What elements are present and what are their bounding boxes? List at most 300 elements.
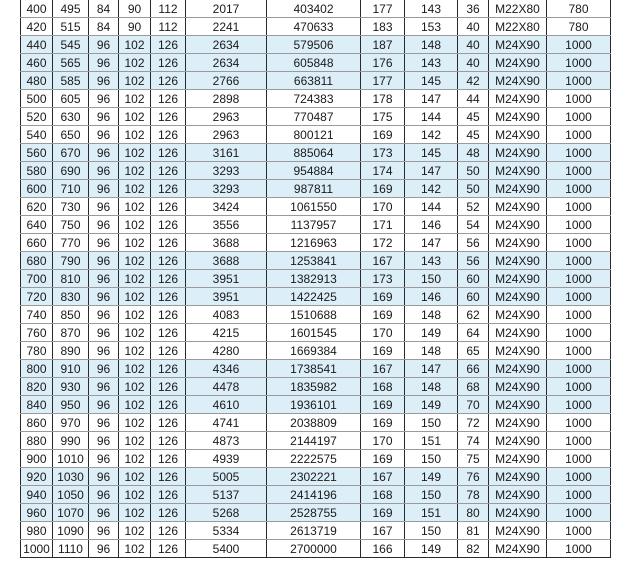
table-cell: 1000 [547,180,611,198]
table-cell: 169 [361,342,405,360]
table-cell: 149 [405,540,458,558]
table-cell: M24X90 [489,90,547,108]
table-cell: 2038809 [267,414,361,432]
table-cell: 169 [361,504,405,522]
table-cell: 1000 [547,522,611,540]
table-cell: 1000 [547,342,611,360]
table-cell: 167 [361,522,405,540]
table-cell: 96 [89,216,119,234]
table-cell: 96 [89,288,119,306]
table-cell: 724383 [267,90,361,108]
table-cell: 84 [89,0,119,18]
table-cell: 930 [53,378,89,396]
table-cell: 96 [89,144,119,162]
table-cell: 1000 [547,198,611,216]
table-cell: 4610 [186,396,267,414]
table-cell: 954884 [267,162,361,180]
table-cell: 56 [458,234,489,252]
table-cell: 1030 [53,468,89,486]
table-cell: M24X90 [489,54,547,72]
table-cell: 2414196 [267,486,361,504]
table-cell: 40 [458,18,489,36]
table-cell: M24X90 [489,324,547,342]
table-cell: 142 [405,126,458,144]
table-cell: M24X90 [489,342,547,360]
table-cell: 126 [151,270,186,288]
table-row [21,450,611,468]
table-cell: 178 [361,90,405,108]
table-cell: 176 [361,54,405,72]
table-cell: M24X90 [489,306,547,324]
table-row [21,504,611,522]
table-cell: 96 [89,72,119,90]
table-cell: 52 [458,198,489,216]
table-cell: 169 [361,414,405,432]
table-cell: 2302221 [267,468,361,486]
table-cell: 900 [21,450,53,468]
table-cell: 1936101 [267,396,361,414]
table-cell: 1000 [547,504,611,522]
table-cell: 3293 [186,180,267,198]
table-cell: 169 [361,306,405,324]
table-cell: 102 [119,396,151,414]
table-cell: 170 [361,198,405,216]
table-cell: 820 [21,378,53,396]
table-cell: 910 [53,360,89,378]
table-cell: 2017 [186,0,267,18]
table-cell: 730 [53,198,89,216]
table-cell: 126 [151,360,186,378]
table-row [21,144,611,162]
table-cell: 126 [151,432,186,450]
table-cell: 170 [361,432,405,450]
table-cell: 720 [21,288,53,306]
table-cell: 810 [53,270,89,288]
table-cell: 1000 [547,432,611,450]
table-cell: 126 [151,234,186,252]
table-cell: 102 [119,216,151,234]
table-cell: 102 [119,306,151,324]
table-cell: 64 [458,324,489,342]
table-cell: 102 [119,450,151,468]
table-cell: 148 [405,342,458,360]
table-cell: 990 [53,432,89,450]
table-cell: 44 [458,90,489,108]
table-cell: M24X90 [489,162,547,180]
table-cell: 1000 [547,486,611,504]
table-cell: 987811 [267,180,361,198]
table-cell: 96 [89,378,119,396]
table-cell: 800121 [267,126,361,144]
table-cell: 147 [405,162,458,180]
table-cell: 670 [53,144,89,162]
table-cell: 4280 [186,342,267,360]
table-cell: 96 [89,396,119,414]
table-cell: M24X90 [489,522,547,540]
table-cell: 1000 [547,108,611,126]
table-cell: 1000 [547,126,611,144]
table-cell: M24X90 [489,72,547,90]
table-cell: 40 [458,36,489,54]
table-cell: 102 [119,540,151,558]
table-cell: 1000 [547,252,611,270]
table-cell: 5268 [186,504,267,522]
table-cell: 84 [89,18,119,36]
table-cell: 147 [405,234,458,252]
table-row [21,342,611,360]
table-cell: 4215 [186,324,267,342]
table-cell: 1000 [547,72,611,90]
table-cell: 96 [89,162,119,180]
table-cell: 126 [151,342,186,360]
table-cell: 102 [119,144,151,162]
table-cell: 830 [53,288,89,306]
table-cell: 950 [53,396,89,414]
table-cell: 153 [405,18,458,36]
table-cell: 96 [89,252,119,270]
table-cell: 1000 [547,396,611,414]
table-cell: 50 [458,180,489,198]
table-cell: 96 [89,360,119,378]
table-cell: 1000 [547,270,611,288]
table-cell: 45 [458,126,489,144]
table-cell: 112 [151,18,186,36]
table-cell: 126 [151,324,186,342]
table-cell: 790 [53,252,89,270]
table-cell: 50 [458,162,489,180]
table-cell: 96 [89,342,119,360]
table-cell: 96 [89,324,119,342]
table-cell: 1061550 [267,198,361,216]
table-cell: 183 [361,18,405,36]
table-row [21,162,611,180]
table-cell: 2963 [186,126,267,144]
table-cell: 860 [21,414,53,432]
table-cell: M24X90 [489,144,547,162]
table-cell: 660 [21,234,53,252]
table-cell: 168 [361,378,405,396]
table-cell: 1253841 [267,252,361,270]
table-row [21,522,611,540]
table-cell: 96 [89,450,119,468]
table-cell: 102 [119,522,151,540]
table-cell: 174 [361,162,405,180]
table-cell: 126 [151,540,186,558]
table-cell: 146 [405,288,458,306]
table-cell: M24X90 [489,108,547,126]
table-cell: 1216963 [267,234,361,252]
table-cell: 147 [405,90,458,108]
table-cell: 144 [405,198,458,216]
table-cell: 96 [89,54,119,72]
table-cell: 1835982 [267,378,361,396]
table-row [21,540,611,558]
table-cell: 126 [151,162,186,180]
table-cell: 1000 [547,450,611,468]
table-cell: 112 [151,0,186,18]
table-cell: 177 [361,72,405,90]
table-cell: 40 [458,54,489,72]
table-cell: 1000 [547,468,611,486]
table-row [21,0,611,18]
table-cell: 890 [53,342,89,360]
table-cell: 169 [361,180,405,198]
table-cell: 170 [361,324,405,342]
table-cell: 150 [405,450,458,468]
table-cell: 143 [405,0,458,18]
table-cell: 5334 [186,522,267,540]
table-cell: 75 [458,450,489,468]
table-cell: 4873 [186,432,267,450]
table-cell: 126 [151,306,186,324]
table-cell: M24X90 [489,378,547,396]
table-cell: 663811 [267,72,361,90]
table-cell: 169 [361,396,405,414]
table-cell: 2634 [186,36,267,54]
table-cell: 1000 [547,306,611,324]
table-cell: 102 [119,504,151,522]
table-cell: 920 [21,468,53,486]
table-cell: 126 [151,72,186,90]
table-cell: 3951 [186,270,267,288]
table-cell: 148 [405,306,458,324]
table-cell: 126 [151,198,186,216]
table-cell: 102 [119,36,151,54]
table-row [21,432,611,450]
table-cell: 66 [458,360,489,378]
table-cell: 2963 [186,108,267,126]
table-cell: 102 [119,198,151,216]
table-cell: 187 [361,36,405,54]
table-cell: 620 [21,198,53,216]
table-cell: 3951 [186,288,267,306]
table-cell: 96 [89,234,119,252]
table-cell: M24X90 [489,36,547,54]
table-cell: 605848 [267,54,361,72]
table-cell: 500 [21,90,53,108]
table-cell: 3293 [186,162,267,180]
table-cell: 126 [151,54,186,72]
table-cell: 48 [458,144,489,162]
table-row [21,378,611,396]
table-cell: 96 [89,468,119,486]
table-cell: 515 [53,18,89,36]
table-cell: M24X90 [489,234,547,252]
table-cell: 850 [53,306,89,324]
table-cell: 1070 [53,504,89,522]
table-cell: 1000 [547,378,611,396]
table-cell: 5005 [186,468,267,486]
table-cell: 1000 [547,414,611,432]
table-cell: 1000 [547,234,611,252]
table-cell: M24X90 [489,504,547,522]
spec-table [20,0,611,558]
table-cell: 580 [21,162,53,180]
table-cell: 2528755 [267,504,361,522]
table-cell: M22X80 [489,18,547,36]
table-cell: 102 [119,360,151,378]
table-cell: 147 [405,360,458,378]
table-cell: 144 [405,108,458,126]
table-cell: 126 [151,522,186,540]
table-cell: 96 [89,126,119,144]
table-cell: 750 [53,216,89,234]
table-row [21,126,611,144]
table-cell: 5400 [186,540,267,558]
table-cell: 3161 [186,144,267,162]
table-cell: 870 [53,324,89,342]
table-cell: 60 [458,288,489,306]
table-cell: 142 [405,180,458,198]
table-cell: M22X80 [489,0,547,18]
table-cell: 2634 [186,54,267,72]
table-cell: 96 [89,522,119,540]
table-cell: 740 [21,306,53,324]
table-cell: 126 [151,288,186,306]
table-cell: 885064 [267,144,361,162]
table-cell: 1137957 [267,216,361,234]
table-cell: 126 [151,144,186,162]
table-cell: 585 [53,72,89,90]
table-cell: 126 [151,252,186,270]
table-cell: 4346 [186,360,267,378]
table-cell: 36 [458,0,489,18]
table-cell: 102 [119,486,151,504]
table-cell: 1010 [53,450,89,468]
table-cell: 980 [21,522,53,540]
table-cell: 146 [405,216,458,234]
table-cell: 68 [458,378,489,396]
table-cell: 126 [151,90,186,108]
table-cell: 770 [53,234,89,252]
table-cell: M24X90 [489,288,547,306]
table-cell: 1422425 [267,288,361,306]
table-row [21,252,611,270]
table-cell: 2144197 [267,432,361,450]
table-cell: M24X90 [489,126,547,144]
table-cell: 76 [458,468,489,486]
table-cell: 102 [119,432,151,450]
table-cell: 880 [21,432,53,450]
table-cell: 173 [361,144,405,162]
table-row [21,72,611,90]
table-cell: 96 [89,432,119,450]
table-cell: 96 [89,36,119,54]
table-cell: 1000 [547,162,611,180]
table-cell: 90 [119,18,151,36]
table-cell: 126 [151,468,186,486]
table-cell: 96 [89,198,119,216]
table-cell: 96 [89,414,119,432]
table-cell: 630 [53,108,89,126]
table-cell: M24X90 [489,180,547,198]
table-cell: 650 [53,126,89,144]
table-cell: 126 [151,414,186,432]
table-cell: 4741 [186,414,267,432]
table-cell: 166 [361,540,405,558]
table-cell: 540 [21,126,53,144]
table-cell: 800 [21,360,53,378]
table-cell: 143 [405,252,458,270]
table-cell: 760 [21,324,53,342]
table-row [21,288,611,306]
table-cell: 173 [361,270,405,288]
table-cell: 2766 [186,72,267,90]
table-cell: 169 [361,450,405,468]
table-cell: 102 [119,234,151,252]
table-cell: 4939 [186,450,267,468]
table-cell: M24X90 [489,396,547,414]
table-cell: 470633 [267,18,361,36]
table-cell: 126 [151,180,186,198]
table-row [21,360,611,378]
table-cell: 96 [89,306,119,324]
table-cell: M24X90 [489,450,547,468]
table-row [21,54,611,72]
table-cell: 1090 [53,522,89,540]
table-cell: 149 [405,324,458,342]
table-cell: 3556 [186,216,267,234]
table-cell: 149 [405,468,458,486]
table-cell: 770487 [267,108,361,126]
table-cell: 60 [458,270,489,288]
table-cell: 1738541 [267,360,361,378]
table-cell: M24X90 [489,198,547,216]
table-row [21,270,611,288]
table-cell: 400 [21,0,53,18]
table-cell: 150 [405,270,458,288]
table-cell: 780 [547,18,611,36]
table-cell: 82 [458,540,489,558]
table-row [21,468,611,486]
table-cell: 126 [151,108,186,126]
table-cell: 1000 [547,288,611,306]
table-cell: 45 [458,108,489,126]
table-cell: 177 [361,0,405,18]
table-cell: 96 [89,108,119,126]
table-cell: 2898 [186,90,267,108]
table-row [21,396,611,414]
table-cell: 148 [405,36,458,54]
table-cell: 2222575 [267,450,361,468]
table-cell: 102 [119,108,151,126]
table-cell: 780 [547,0,611,18]
table-cell: 54 [458,216,489,234]
table-cell: 171 [361,216,405,234]
table-cell: 96 [89,504,119,522]
table-cell: 1000 [547,324,611,342]
table-row [21,234,611,252]
table-cell: 970 [53,414,89,432]
table-cell: 102 [119,468,151,486]
table-cell: 96 [89,270,119,288]
table-cell: 1000 [547,144,611,162]
table-cell: 96 [89,486,119,504]
table-cell: 172 [361,234,405,252]
table-cell: 480 [21,72,53,90]
table-cell: 167 [361,360,405,378]
table-row [21,18,611,36]
table-cell: 2613719 [267,522,361,540]
table-cell: 700 [21,270,53,288]
table-cell: 1050 [53,486,89,504]
table-cell: 1000 [547,540,611,558]
table-row [21,324,611,342]
table-cell: 1110 [53,540,89,558]
table-cell: 780 [21,342,53,360]
table-cell: 96 [89,90,119,108]
table-cell: 175 [361,108,405,126]
